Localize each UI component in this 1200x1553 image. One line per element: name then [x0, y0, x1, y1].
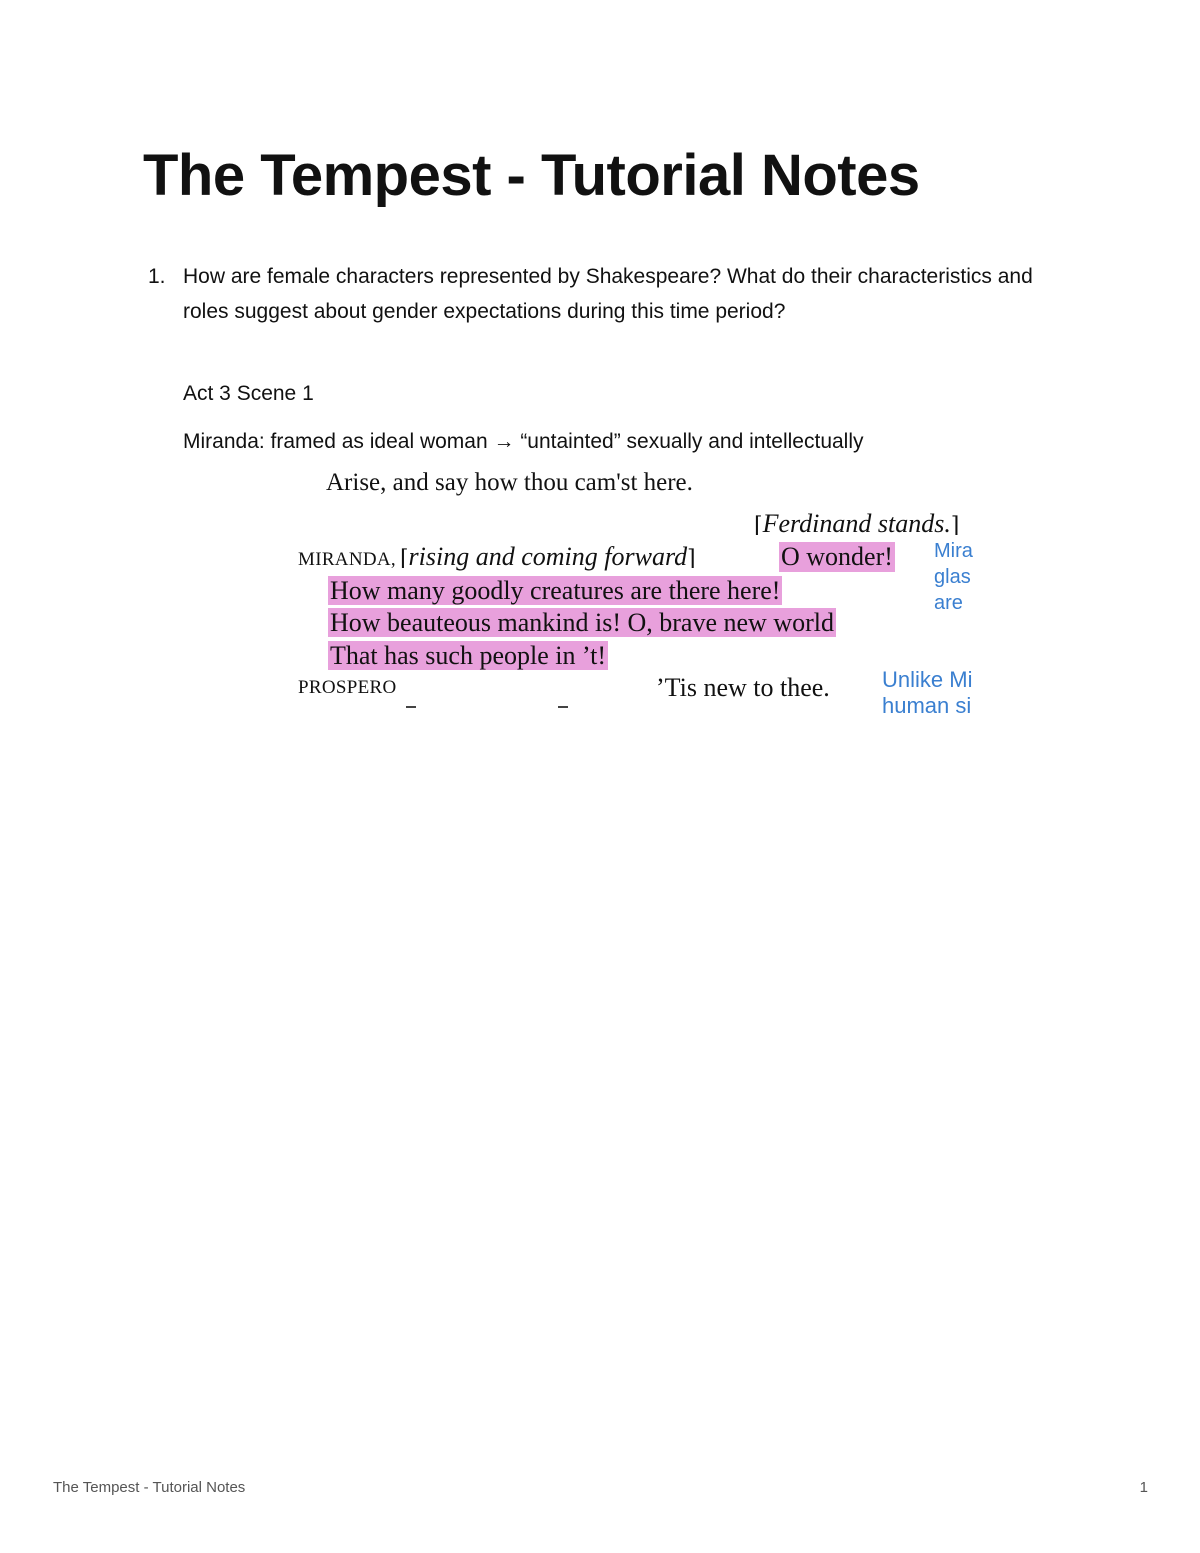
miranda-speaker-line: MIRANDA, ⌈rising and coming forward⌉	[298, 542, 696, 571]
margin-comment-2	[882, 667, 972, 719]
footer-page-number: 1	[1139, 1479, 1148, 1496]
highlight-o-wonder: O wonder!	[781, 542, 893, 571]
margin-comment-1-line: are	[934, 592, 963, 614]
highlight-verse-2: How beauteous mankind is! O, brave new world	[330, 608, 834, 637]
cut-off-mark	[558, 706, 568, 708]
page-title: The Tempest - Tutorial Notes	[143, 143, 920, 208]
stage-direction-ferdinand: ⌈Ferdinand stands.⌉	[754, 509, 960, 538]
margin-comment-2-line: human si	[882, 693, 972, 718]
margin-comment-1-line: glas	[934, 566, 971, 588]
verse-line-1	[328, 576, 782, 606]
stage-direction-rising: rising and coming forward	[408, 542, 688, 571]
act-scene-label: Act 3 Scene 1	[183, 382, 314, 405]
question-number: 1.	[148, 265, 166, 288]
verse-line-3	[328, 641, 608, 671]
speaker-prospero: PROSPERO	[298, 677, 397, 698]
highlight-verse-1: How many goodly creatures are there here!	[330, 576, 781, 605]
question-text: How are female characters represented by Shakespeare? What do their characteristics and roles suggest about gender expectations during this time period?	[183, 265, 1033, 323]
stage-direction-ferdinand-text: Ferdinand stands.	[762, 509, 951, 538]
margin-comment-1	[934, 538, 973, 616]
verse-line-2	[328, 608, 836, 638]
prospero-dialogue: ’Tis new to thee.	[656, 673, 830, 702]
play-excerpt-image	[298, 469, 974, 718]
margin-comment-2-line: Unlike Mi	[882, 667, 973, 692]
miranda-note: Miranda: framed as ideal woman → “untainted” sexually and intellectually	[183, 430, 864, 453]
speaker-miranda: MIRANDA,	[298, 549, 396, 570]
cut-off-mark	[406, 706, 416, 708]
margin-comment-1-line: Mira	[934, 540, 973, 562]
prospero-speaker-line	[298, 673, 397, 703]
footer-document-name: The Tempest - Tutorial Notes	[53, 1479, 246, 1496]
highlight-verse-3: That has such people in ’t!	[330, 641, 607, 670]
excerpt-cut-off-line: Arise, and say how thou cam'st here.	[326, 469, 693, 496]
